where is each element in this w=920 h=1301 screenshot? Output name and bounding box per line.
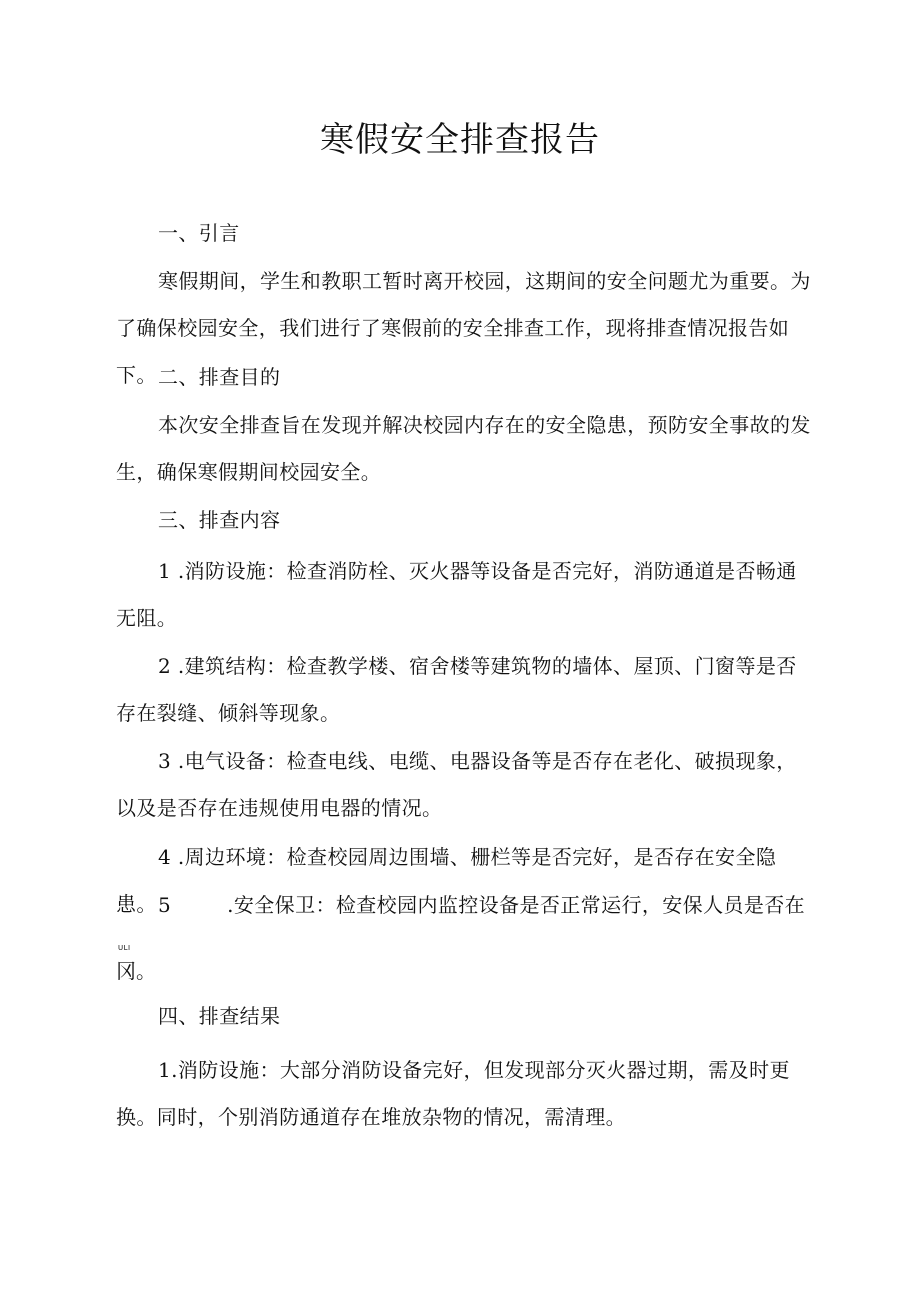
content-item-1-text: 1 .消防设施：检查消防栓、灭火器等设备是否完好，消防通道是否畅通无阻。 <box>116 559 797 630</box>
content-item-5-number: 5 <box>158 893 172 917</box>
content-item-3 <box>116 738 816 832</box>
content-item-3-text: 3 .电气设备：检查电线、电缆、电器设备等是否存在老化、破损现象，以及是否存在违规使用电器的情况。 <box>116 749 797 820</box>
section-heading-result <box>116 993 816 1040</box>
section-heading-content-text: 三、排查内容 <box>158 508 281 532</box>
content-item-5 <box>116 882 816 929</box>
result-item-1 <box>116 1047 816 1141</box>
content-item-1 <box>116 548 816 642</box>
section-heading-result-text: 四、排查结果 <box>158 1004 281 1028</box>
goal-paragraph-text: 本次安全排查旨在发现并解决校园内存在的安全隐患，预防安全事故的发生，确保寒假期间校园安全。 <box>116 413 811 484</box>
content-item-5-continuation: 冈。 <box>116 959 156 983</box>
scan-artifact-text: ULI <box>118 944 131 952</box>
goal-paragraph <box>116 402 816 496</box>
content-item-5-text: .安全保卫：检查校园内监控设备是否正常运行，安保人员是否在 <box>227 893 806 917</box>
intro-paragraph-text: 寒假期间，学生和教职工暂时离开校园，这期间的安全问题尤为重要。为了确保校园安全，我们进行了寒假前的安全排查工作，现将排查情况报告如下。 <box>116 269 811 387</box>
result-item-1-text: 1.消防设施：大部分消防设备完好，但发现部分灭火器过期，需及时更换。同时，个别消防通道存在堆放杂物的情况，需清理。 <box>116 1058 790 1129</box>
section-heading-goal <box>116 354 816 401</box>
content-item-2 <box>116 643 816 737</box>
section-heading-content <box>116 497 816 544</box>
document-title: 寒假安全排查报告 <box>320 120 600 160</box>
content-item-2-text: 2 .建筑结构：检查教学楼、宿舍楼等建筑物的墙体、屋顶、门窗等是否存在裂缝、倾斜等现象。 <box>116 654 797 725</box>
content-item-4-text: 4 .周边环境：检查校园周边围墙、栅栏等是否完好，是否存在安全隐患。 <box>116 845 777 916</box>
section-heading-intro-text: 一、引言 <box>158 221 240 245</box>
section-heading-intro <box>116 210 816 257</box>
content-item-5-line <box>116 882 816 929</box>
section-heading-goal-text: 二、排查目的 <box>158 365 281 389</box>
